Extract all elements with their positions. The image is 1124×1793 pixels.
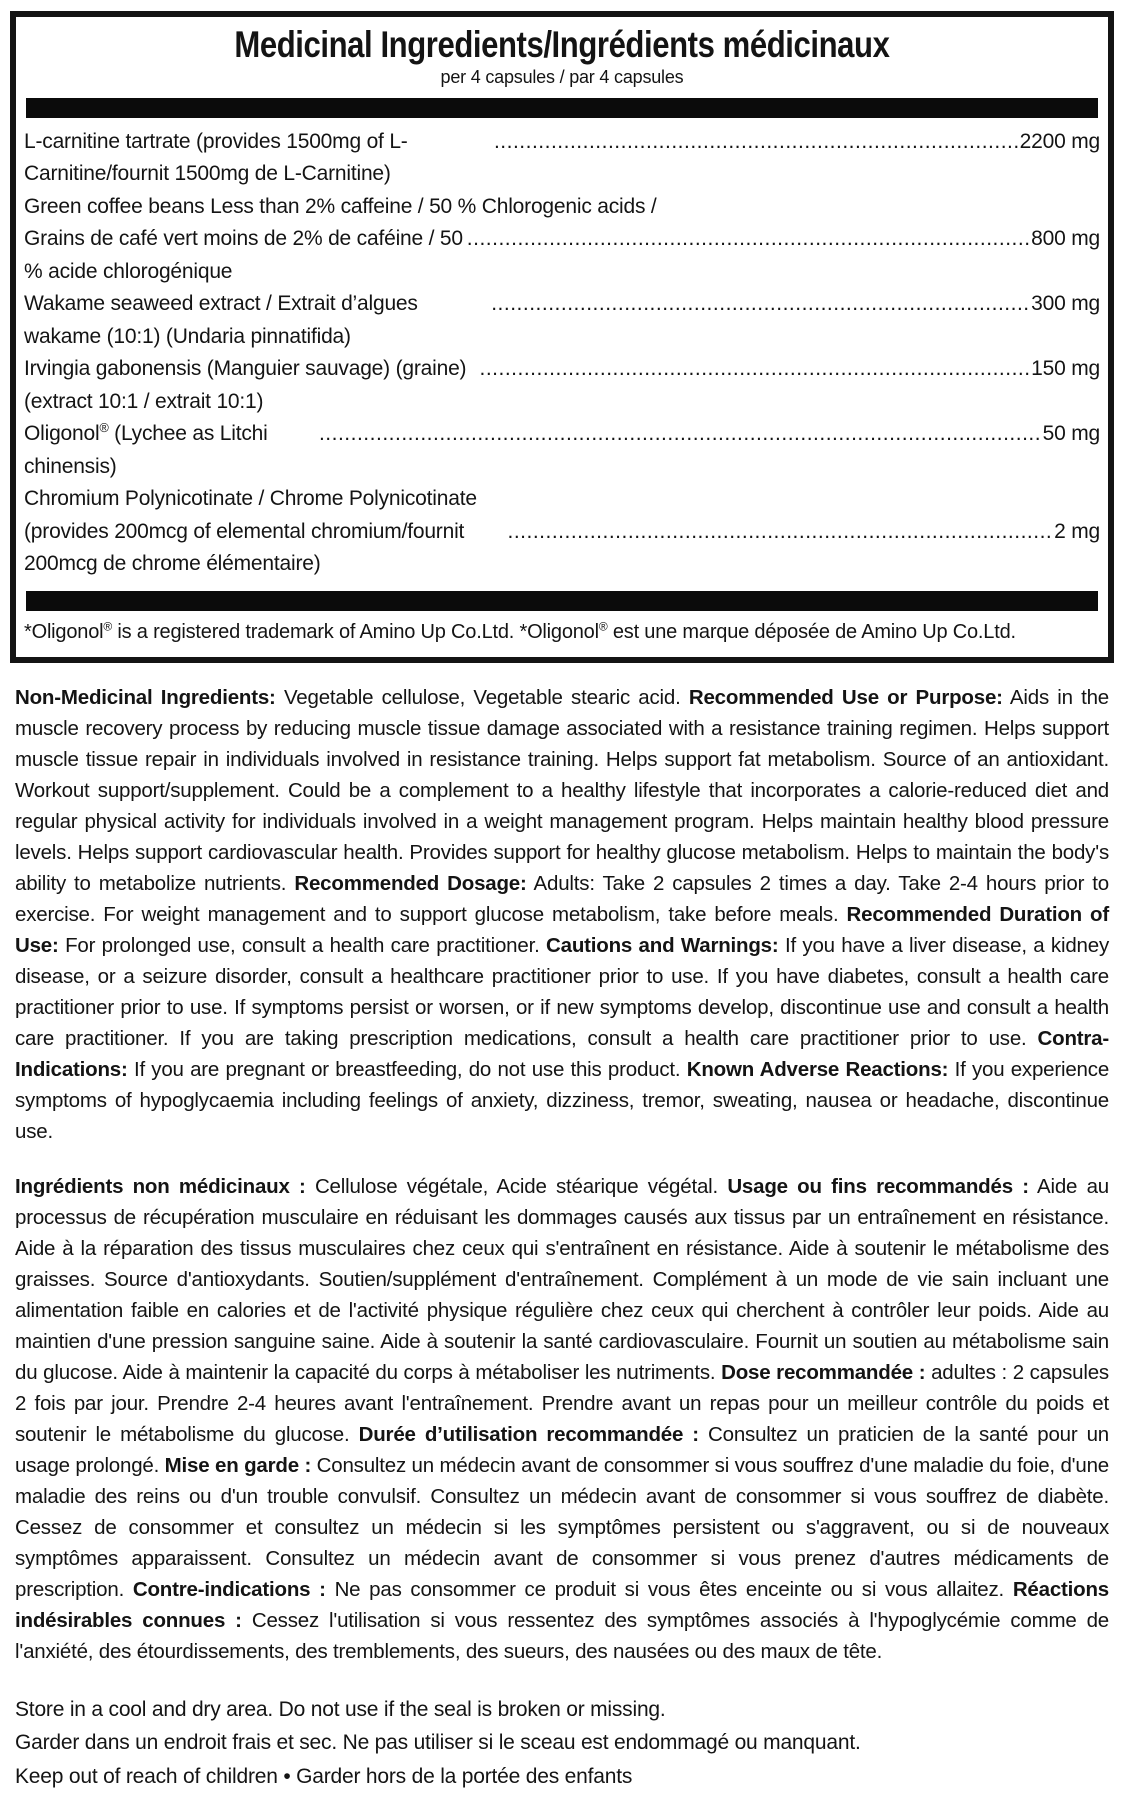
section-heading: Non-Medicinal Ingredients: <box>15 685 276 709</box>
section-heading: Recommended Use or Purpose: <box>688 685 1003 709</box>
section-heading: Contre-indications : <box>132 1577 326 1601</box>
dot-leader <box>491 288 1029 321</box>
storage-line: Store in a cool and dry area. Do not use if the seal is broken or missing. <box>15 1697 666 1721</box>
panel-subtitle: per 4 capsules / par 4 capsules <box>440 66 684 87</box>
ingredient-row <box>24 516 1100 581</box>
ingredient-row <box>24 223 1100 288</box>
ingredient-amount: 50 mg <box>1042 422 1100 446</box>
section-heading: Recommended Dosage: <box>294 871 527 895</box>
info-paragraph-english <box>15 682 1109 1147</box>
trademark-note <box>16 618 1108 657</box>
ingredient-text: Wakame seaweed extract / Extrait d’algues wakame (10:1) (Undaria pinnatifida) <box>24 292 424 348</box>
ingredient-text: Grains de café vert moins de 2% de caféine / 50 % acide chlorogénique <box>24 227 469 283</box>
ingredient-text: Green coffee beans Less than 2% caffeine / 50 % Chlorogenic acids / <box>24 194 657 218</box>
ingredient-name <box>24 483 477 516</box>
section-text: Aids in the muscle recovery process by reducing muscle tissue damage associated with a resistance training regimen. Helps support muscle tissue repair in individuals involved in resistance training. Helps support fat metabolism. Source of an antioxidant. Workout support/supplement. Could be a complement to a healthy lifestyle that incorporates a calorie-reduced diet and regular physical activity for individuals involved in a weight management program. Helps maintain healthy blood pressure levels. Helps support cardiovascular health. Provides support for healthy glucose metabolism. Helps to maintain the body's ability to metabolize nutrients. <box>15 685 1109 895</box>
dot-leader <box>467 223 1029 256</box>
ingredient-text: Chromium Polynicotinate / Chrome Polynicotinate <box>24 487 477 511</box>
ingredient-name <box>24 126 494 191</box>
storage-line: Garder dans un endroit frais et sec. Ne pas utiliser si le sceau est endommagé ou manquant. <box>15 1731 861 1755</box>
dot-leader <box>494 126 1018 159</box>
ingredient-row <box>24 191 1100 224</box>
section-text: Cellulose végétale, Acide stéarique végétal. <box>305 1174 728 1198</box>
section-heading: Réactions indésirables connues : <box>15 1577 1109 1632</box>
section-text: Cessez l'utilisation si vous ressentez des symptômes associés à l'hypoglycémie comme de l'anxiété, des étourdissements, des tremblements, des sueurs, des nausées ou des maux de tête. <box>15 1608 1109 1663</box>
section-heading: Dose recommandée : <box>721 1360 926 1384</box>
dot-leader <box>480 353 1030 386</box>
ingredient-row <box>24 126 1100 191</box>
ingredient-text: (Lychee as Litchi chinensis) <box>24 422 274 478</box>
section-text: If you are pregnant or breastfeeding, do not use this product. <box>127 1057 687 1081</box>
ingredient-amount: 800 mg <box>1031 227 1100 251</box>
section-text: For prolonged use, consult a health care practitioner. <box>58 933 547 957</box>
ingredient-row <box>24 418 1100 483</box>
section-heading: Ingrédients non médicinaux : <box>15 1174 306 1198</box>
section-heading: Known Adverse Reactions: <box>686 1057 949 1081</box>
storage-line: Keep out of reach of children • Garder hors de la portée des enfants <box>15 1764 633 1788</box>
trademark-text: *Oligonol <box>24 620 104 643</box>
supplement-label-page <box>0 11 1124 1793</box>
section-heading: Durée d’utilisation recommandée : <box>358 1422 699 1446</box>
registered-mark: ® <box>103 619 113 634</box>
ingredient-amount: 2 mg <box>1054 519 1100 543</box>
ingredient-name <box>24 191 657 224</box>
dot-leader <box>508 516 1053 549</box>
registered-mark: ® <box>598 619 608 634</box>
ingredient-row <box>24 288 1100 353</box>
section-text: If you experience symptoms of hypoglycaemia including feelings of anxiety, dizziness, tremor, sweating, nausea or headache, discontinue use. <box>15 1057 1110 1143</box>
ingredient-name <box>24 418 319 483</box>
storage-instructions <box>15 1693 1109 1793</box>
section-text: Ne pas consommer ce produit si vous êtes enceinte ou si vous allaitez. <box>325 1577 1013 1601</box>
ingredient-name <box>24 353 480 418</box>
divider-bar-top <box>26 98 1098 118</box>
section-text: If you have a liver disease, a kidney disease, or a seizure disorder, consult a healthcare practitioner prior to use. If you have diabetes, consult a health care practitioner prior to use. If symptoms persist or worsen, or if new symptoms develop, discontinue use and consult a health care practitioner. If you are taking prescription medications, consult a health care practitioner prior to use. <box>15 933 1109 1050</box>
section-text: Adults: Take 2 capsules 2 times a day. Take 2-4 hours prior to exercise. For weight management and to support glucose metabolism, take before meals. <box>15 871 1109 926</box>
section-heading: Recommended Duration of Use: <box>15 902 1109 957</box>
ingredient-row <box>24 483 1100 516</box>
panel-title <box>16 25 1108 65</box>
ingredient-text: Irvingia gabonensis (Manguier sauvage) (graine) (extract 10:1 / extrait 10:1) <box>24 357 472 413</box>
section-heading: Mise en garde : <box>164 1453 312 1477</box>
ingredient-text: L-carnitine tartrate (provides 1500mg of L-Carnitine/fournit 1500mg de L-Carnitine) <box>24 129 408 186</box>
ingredient-row <box>24 353 1100 418</box>
ingredient-amount: 300 mg <box>1031 292 1100 316</box>
ingredient-name <box>24 516 508 581</box>
ingredient-amount: 150 mg <box>1031 357 1100 381</box>
divider-bar-bottom <box>26 591 1098 611</box>
section-heading: Usage ou fins recommandés : <box>727 1174 1029 1198</box>
section-heading: Cautions and Warnings: <box>546 933 779 957</box>
ingredient-name <box>24 223 467 288</box>
section-text: Vegetable cellulose, Vegetable stearic acid. <box>275 685 689 709</box>
ingredient-name <box>24 288 491 353</box>
ingredient-text: (provides 200mcg of elemental chromium/fournit 200mcg de chrome élémentaire) <box>24 519 470 576</box>
trademark-text: est une marque déposée de Amino Up Co.Ltd. <box>607 620 1016 643</box>
registered-mark: ® <box>99 421 109 436</box>
dot-leader <box>319 418 1041 451</box>
info-paragraph-french <box>15 1171 1109 1667</box>
section-text: Consultez un praticien de la santé pour un usage prolongé. <box>15 1422 1109 1477</box>
section-heading: Contra-Indications: <box>15 1026 1109 1081</box>
section-text: adultes : 2 capsules 2 fois par jour. Prendre 2-4 heures avant l'entraînement. Prendre avant un repas pour un meilleur contrôle du poids et soutenir le métabolisme du glucose. <box>15 1360 1109 1446</box>
medicinal-ingredients-panel <box>10 11 1114 663</box>
trademark-text: is a registered trademark of Amino Up Co.Ltd. *Oligonol <box>112 620 599 643</box>
panel-title-text: Medicinal Ingredients/Ingrédients médicinaux <box>234 24 890 65</box>
section-text: Consultez un médecin avant de consommer si vous souffrez d'une maladie du foie, d'une maladie des reins ou d'un trouble convulsif. Consultez un médecin avant de consommer si vous souffrez de diabète. Cessez de consommer et consultez un médecin si les symptômes persistent ou s'aggravent, ou si de nouveaux symptômes apparaissent. Consultez un médecin avant de consommer si vous prenez d'autres médicaments de prescription. <box>15 1453 1109 1601</box>
ingredient-table <box>16 124 1108 581</box>
ingredient-text: Oligonol <box>24 422 100 446</box>
ingredient-amount: 2200 mg <box>1019 129 1100 153</box>
section-text: Aide au processus de récupération musculaire en réduisant les dommages causés aux tissus par un entraînement en résistance. Aide à la réparation des tissus musculaires chez ceux qui s'entraînent en résistance. Aide à soutenir le métabolisme des graisses. Source d'antioxydants. Soutien/supplément d'entraînement. Complément à un mode de vie sain incluant une alimentation faible en calories et de l'activité physique régulière chez ceux qui cherchent à contrôler leur poids. Aide au maintien d'une pression sanguine saine. Aide à soutenir la santé cardiovasculaire. Fournit un soutien au métabolisme sain du glucose. Aide à maintenir la capacité du corps à métaboliser les nutriments. <box>15 1174 1109 1384</box>
